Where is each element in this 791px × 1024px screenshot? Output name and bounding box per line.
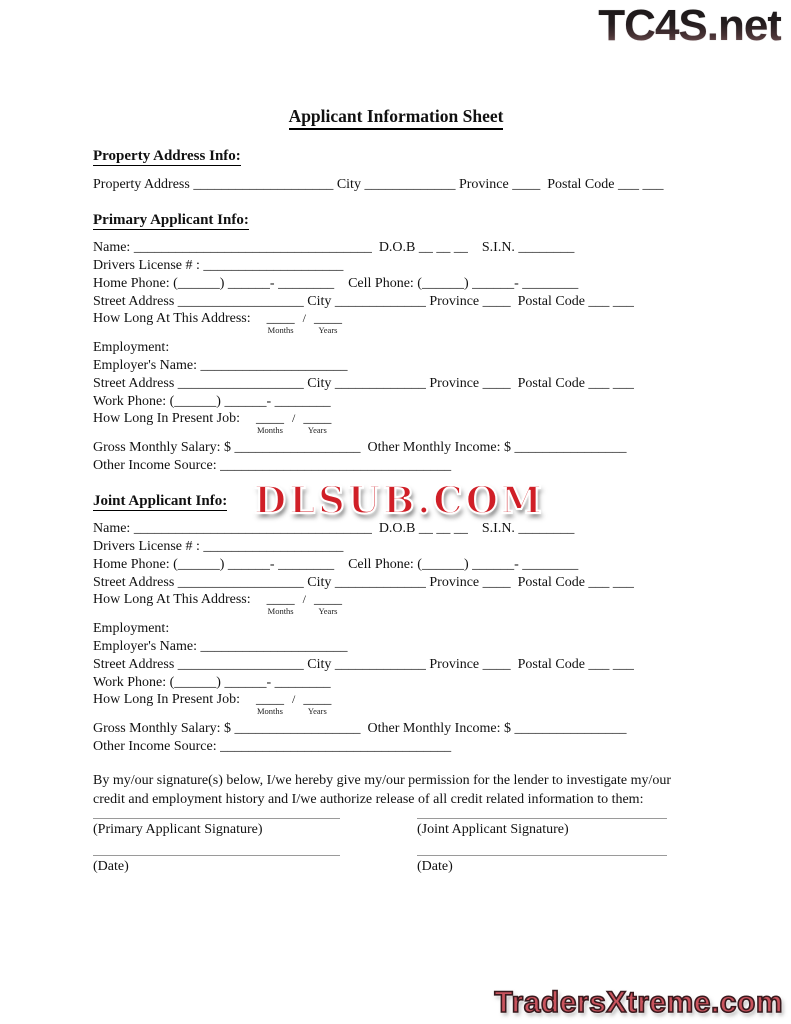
slash-separator: / [302,592,306,606]
years-blank: ____ [313,311,342,326]
years-label: Years [318,606,338,616]
joint-name-line: Name: __________________________________ D.O.B __ __ __ S.I.N. ________ [93,521,575,536]
primary-phone-line: Home Phone: (______) ______- ________ Cell Phone: (______) ______- ________ [93,276,579,291]
years-blank: ____ [303,411,332,426]
joint-other-income-source-line: Other Income Source: _________________________________ [93,739,452,754]
joint-signature-label: (Joint Applicant Signature) [417,822,569,837]
months-label: Months [267,325,294,335]
joint-date-line [417,855,667,856]
joint-employer-street-line: Street Address __________________ City _____________ Province ____ Postal Code ___ ___ [93,657,634,672]
months-blank-group [256,692,284,716]
slash-separator: / [292,411,296,425]
months-label: Months [267,606,294,616]
months-blank: ____ [256,692,284,707]
primary-section-heading-text: Primary Applicant Info: [93,212,249,228]
primary-how-long-job-row [93,411,699,439]
primary-signature-line [93,818,340,819]
consent-paragraph: By my/our signature(s) below, I/we hereby give my/our permission for the lender to investigate my/our credit and employment history and I/we authorize release of all credit related information to them: [93,773,672,807]
joint-how-long-job-row [93,692,699,720]
joint-phone-line: Home Phone: (______) ______- ________ Cell Phone: (______) ______- ________ [93,557,579,572]
how-long-address-label: How Long At This Address: [93,311,251,326]
property-section-heading-text: Property Address Info: [93,148,241,164]
primary-employer-name-line: Employer's Name: _____________________ [93,358,348,373]
joint-drivers-license-line: Drivers License # : ____________________ [93,539,344,554]
joint-section-heading-text: Joint Applicant Info: [93,493,228,509]
primary-other-income-source-line: Other Income Source: _________________________________ [93,458,452,473]
property-section-heading [93,148,699,166]
primary-employer-street-line: Street Address __________________ City _____________ Province ____ Postal Code ___ ___ [93,376,634,391]
primary-drivers-license-line: Drivers License # : ____________________ [93,258,344,273]
slash-separator: / [302,311,306,325]
joint-employer-name-line: Employer's Name: _____________________ [93,639,348,654]
months-blank-group [256,411,284,435]
joint-salary-income-line: Gross Monthly Salary: $ __________________ Other Monthly Income: $ ________________ [93,721,627,736]
property-address-line: Property Address ____________________ City _____________ Province ____ Postal Code ___ ___ [93,177,664,192]
years-blank: ____ [303,692,332,707]
primary-signature-label: (Primary Applicant Signature) [93,822,263,837]
primary-how-long-address-row [93,311,699,339]
page-title-text: Applicant Information Sheet [289,106,504,130]
years-label: Years [318,325,338,335]
joint-employment-label: Employment: [93,621,170,636]
tc4s-logo: TC4S.net [598,1,781,50]
joint-signature-line [417,818,667,819]
months-blank-group [267,311,295,335]
primary-date-line [93,855,340,856]
joint-street-address-line: Street Address __________________ City _____________ Province ____ Postal Code ___ ___ [93,575,634,590]
primary-street-address-line: Street Address __________________ City _____________ Province ____ Postal Code ___ ___ [93,294,634,309]
tradersxtreme-logo: TradersXtreme.com [494,986,783,1019]
primary-salary-income-line: Gross Monthly Salary: $ __________________ Other Monthly Income: $ ________________ [93,440,627,455]
signature-block [93,818,699,876]
page-title [93,106,699,130]
months-blank: ____ [266,592,295,607]
months-blank: ____ [256,411,284,426]
years-label: Years [307,706,327,716]
how-long-job-label: How Long In Present Job: [93,692,240,707]
months-blank: ____ [266,311,295,326]
primary-employment-label: Employment: [93,340,170,355]
slash-separator: / [292,692,296,706]
months-blank-group [267,592,295,616]
primary-name-line: Name: __________________________________ D.O.B __ __ __ S.I.N. ________ [93,240,575,255]
joint-how-long-address-row [93,592,699,620]
years-blank-group [314,311,342,335]
primary-signature-column [93,818,340,876]
years-label: Years [307,425,327,435]
years-blank-group [314,592,342,616]
form-content [93,0,699,876]
years-blank-group [303,411,331,435]
joint-signature-column [417,818,667,876]
primary-section-heading [93,212,699,230]
primary-work-phone-line: Work Phone: (______) ______- ________ [93,394,331,409]
years-blank: ____ [313,592,342,607]
how-long-job-label: How Long In Present Job: [93,411,240,426]
dlsub-watermark: DLSUB.COM [254,478,545,522]
primary-date-label: (Date) [93,859,129,874]
how-long-address-label: How Long At This Address: [93,592,251,607]
months-label: Months [257,425,283,435]
joint-date-label: (Date) [417,859,453,874]
months-label: Months [257,706,283,716]
joint-work-phone-line: Work Phone: (______) ______- ________ [93,675,331,690]
years-blank-group [303,692,331,716]
